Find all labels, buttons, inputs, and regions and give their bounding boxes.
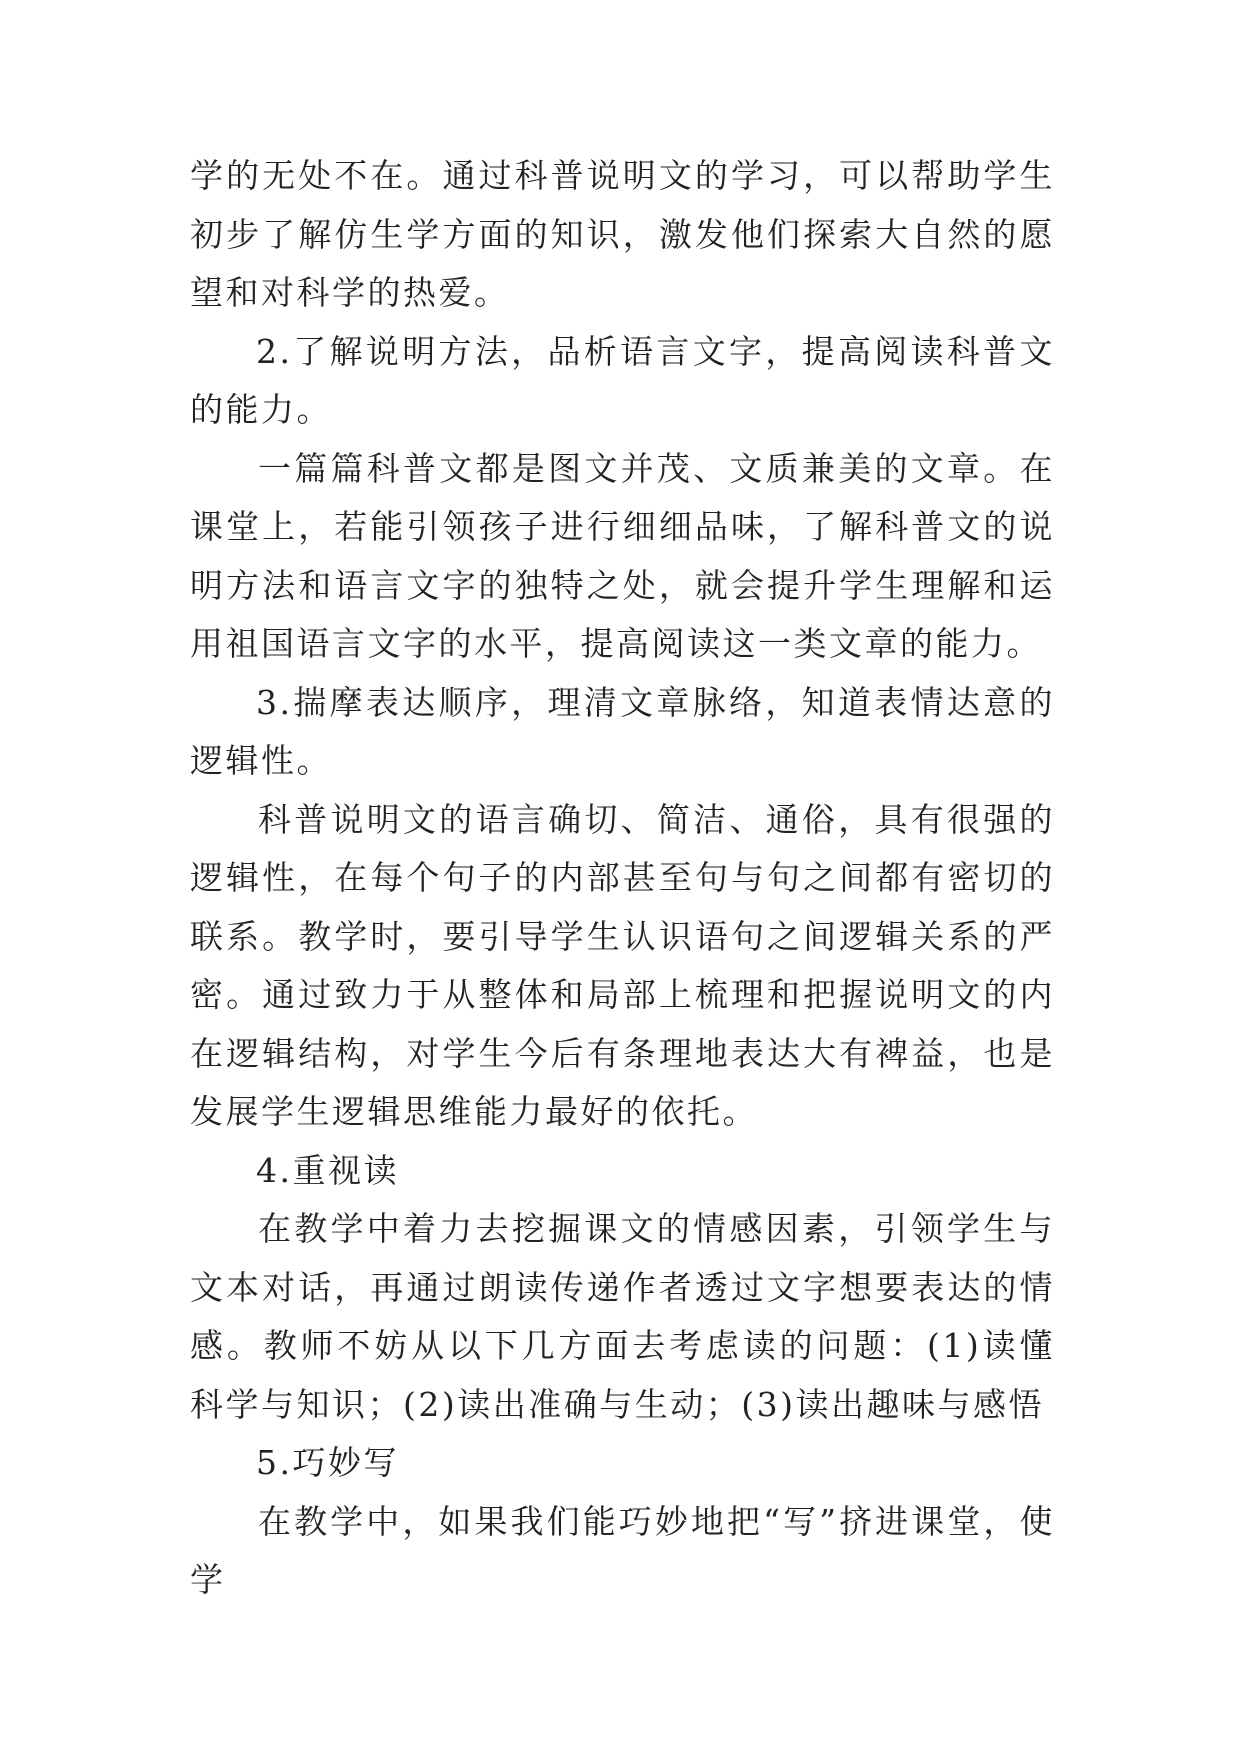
paragraph-body: 一篇篇科普文都是图文并茂、文质兼美的文章。在课堂上，若能引领孩子进行细细品味，了解科普文的说明方法和语言文字的独特之处，就会提升学生理解和运用祖国语言文字的水平，提高阅读这一类文章的能力。 bbox=[190, 448, 1055, 663]
paragraph-body: 在教学中着力去挖掘课文的情感因素，引领学生与文本对话，再通过朗读传递作者透过文字想要表达的情感。教师不妨从以下几方面去考虑读的问题：(1)读懂科学与知识；(2)读出准确与生动；(3)读出趣味与感悟 bbox=[190, 1209, 1055, 1424]
section-heading-4: 4.重视读 bbox=[256, 1150, 399, 1190]
section-heading-3: 3.揣摩表达顺序，理清文章脉络，知道表情达意的逻辑性。 bbox=[190, 682, 1055, 780]
text-column bbox=[190, 147, 1055, 1610]
paragraph-body: 科普说明文的语言确切、简洁、通俗，具有很强的逻辑性，在每个句子的内部甚至句与句之间都有密切的联系。教学时，要引导学生认识语句之间逻辑关系的严密。通过致力于从整体和局部上梳理和把握说明文的内在逻辑结构，对学生今后有条理地表达大有裨益，也是发展学生逻辑思维能力最好的依托。 bbox=[190, 799, 1055, 1131]
paragraph-continuation: 学的无处不在。通过科普说明文的学习，可以帮助学生初步了解仿生学方面的知识，激发他们探索大自然的愿望和对科学的热爱。 bbox=[190, 156, 1055, 312]
section-heading-5: 5.巧妙写 bbox=[256, 1443, 399, 1482]
section-heading-2: 2.了解说明方法，品析语言文字，提高阅读科普文的能力。 bbox=[190, 331, 1055, 429]
paragraph-body: 在教学中，如果我们能巧妙地把“写”挤进课堂，使学 bbox=[190, 1501, 1055, 1599]
